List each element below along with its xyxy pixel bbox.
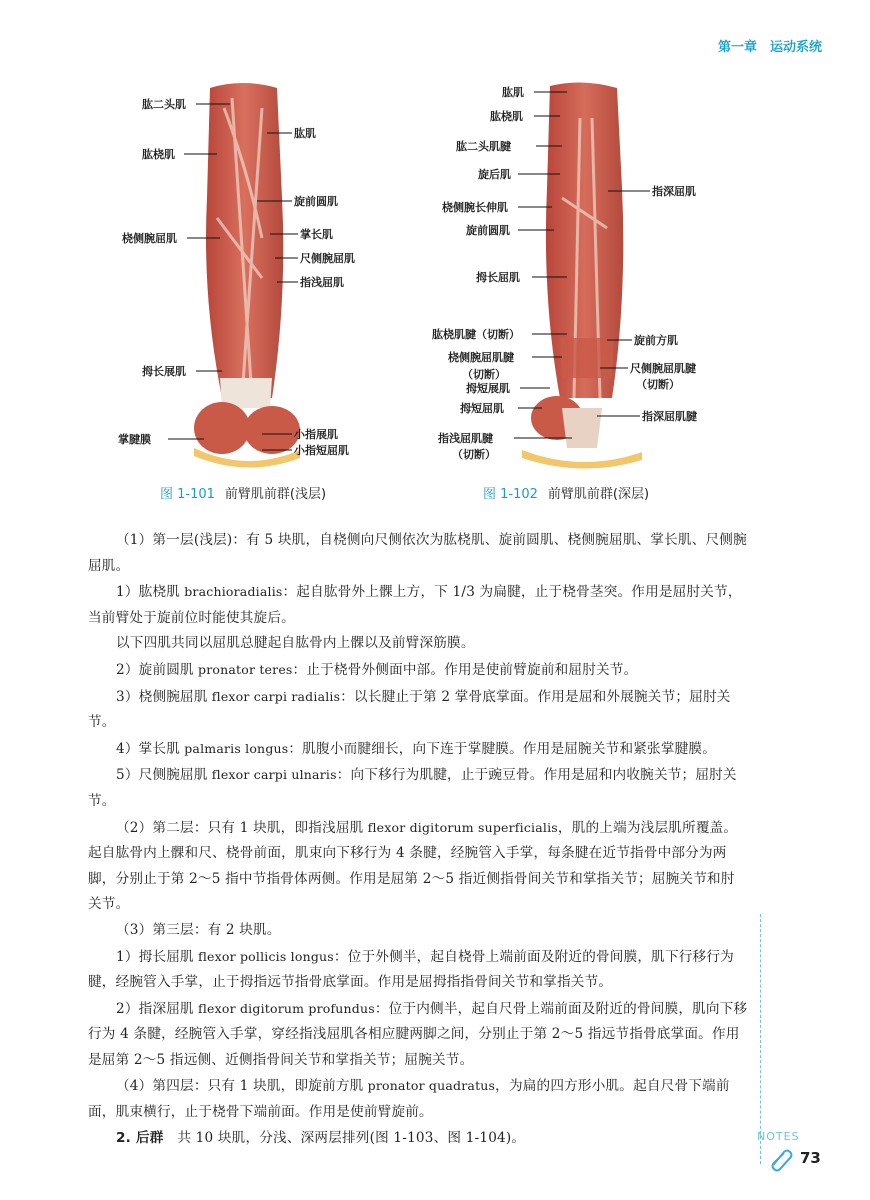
paragraph-3: 以下四肌共同以屈肌总腱起自肱骨内上髁以及前臂深筋膜。 bbox=[116, 635, 475, 652]
fig2-label-13: 尺侧腕屈肌腱 bbox=[630, 362, 696, 375]
fig1-label-9: 拇长展肌 bbox=[142, 365, 186, 378]
fig2-title: 前臂肌前群(深层) bbox=[547, 487, 650, 502]
notes-label: NOTES bbox=[757, 1130, 800, 1143]
fig2-label-18: 指浅屈肌腱 bbox=[438, 432, 493, 445]
paragraph-4: 2）旋前圆肌 pronator teres：止于桡骨外侧面中部。作用是使前臂旋前和屈肘关节。 bbox=[116, 661, 638, 678]
paragraph-13: 2. 后群 共 10 块肌，分浅、深两层排列(图 1-103、图 1-104)。 bbox=[116, 1129, 526, 1146]
fig2-number: 图 1-102 bbox=[483, 487, 538, 502]
fig2-label-5: 指深屈肌 bbox=[652, 185, 696, 198]
paragraph-5: 3）桡侧腕屈肌 flexor carpi radialis：以长腱止于第 2 掌骨底掌面。作用是屈和外展腕关节；屈肘关节。 bbox=[88, 688, 731, 731]
term-fdp: 指深屈肌 bbox=[138, 1000, 194, 1017]
figure-1-101-caption bbox=[160, 483, 326, 502]
fig1-label-5: 桡侧腕屈肌 bbox=[122, 232, 177, 245]
fig1-label-11: 小指展肌 bbox=[294, 428, 338, 441]
paragraph-8: （2）第二层：只有 1 块肌，即指浅屈肌 flexor digitorum superficialis，肌的上端为浅层肌所覆盖。起自肱骨内上髁和尺、桡骨前面，肌束向下移行为 4 条腱，经腕管入手掌，每条腱在近节指骨中部分为两脚，分别止于第 2～5 指中节指骨体两侧。作用是屈第 2～5 指近侧指骨间关节和掌指关节；屈腕关节和肘关节。 bbox=[88, 819, 738, 913]
fig1-label-10: 掌腱膜 bbox=[118, 433, 151, 446]
fig1-label-6: 掌长肌 bbox=[300, 228, 333, 241]
paragraph-6: 4）掌长肌 palmaris longus：肌腹小而腱细长，向下连于掌腱膜。作用是屈腕关节和紧张掌腱膜。 bbox=[116, 740, 716, 757]
fig1-number: 图 1-101 bbox=[160, 487, 215, 502]
fig1-title: 前臂肌前群(浅层) bbox=[224, 487, 327, 502]
paragraph-1: （1）第一层(浅层)：有 5 块肌，自桡侧向尺侧依次为肱桡肌、旋前圆肌、桡侧腕屈肌、掌长肌、尺侧腕屈肌。 bbox=[88, 532, 747, 574]
fig2-label-19: （切断） bbox=[452, 448, 496, 461]
section-heading-posterior: 2. 后群 bbox=[116, 1129, 164, 1146]
forearm-superficial-illustration bbox=[112, 78, 377, 473]
fig2-label-4: 旋后肌 bbox=[478, 168, 511, 181]
paragraph-11: 2）指深屈肌 flexor digitorum profundus：位于内侧半，起自尺骨上端前面及附近的骨间膜，肌向下移行为 4 条腱，经腕管入手掌，穿经指浅屈肌各相应腱两脚之间，分别止于第 2～5 指远节指骨底掌面。作用是屈第 2～5 指远侧、近侧指骨间关节和掌指关节；屈腕关节。 bbox=[88, 1000, 748, 1068]
fig1-label-7: 尺侧腕屈肌 bbox=[300, 252, 355, 265]
paperclip-icon bbox=[768, 1146, 794, 1172]
fig2-label-11: 桡侧腕屈肌腱 bbox=[448, 351, 514, 364]
fig2-label-16: 拇短屈肌 bbox=[460, 402, 504, 415]
fig2-label-8: 拇长屈肌 bbox=[476, 271, 520, 284]
fig2-label-7: 旋前圆肌 bbox=[466, 224, 510, 237]
forearm-deep-illustration bbox=[432, 78, 722, 473]
paragraph-9: （3）第三层：有 2 块肌。 bbox=[116, 921, 281, 938]
term-fds: 指浅屈肌 bbox=[308, 819, 364, 836]
fig1-label-4: 旋前圆肌 bbox=[294, 195, 338, 208]
term-flexor-carpi-ulnaris: 尺侧腕屈肌 bbox=[138, 767, 208, 784]
fig2-label-17: 指深屈肌腱 bbox=[642, 410, 697, 423]
term-palmaris-longus: 掌长肌 bbox=[138, 740, 181, 757]
body-text bbox=[88, 528, 748, 1151]
fig1-label-3: 肱桡肌 bbox=[142, 148, 175, 161]
fig1-label-1: 肱二头肌 bbox=[142, 98, 186, 111]
figure-1-101 bbox=[112, 78, 377, 473]
term-fpl: 拇长屈肌 bbox=[138, 948, 194, 965]
fig2-label-15: 拇短展肌 bbox=[466, 382, 510, 395]
term-pronator-quadratus: 旋前方肌 bbox=[308, 1078, 364, 1095]
paragraph-2: 1）肱桡肌 brachioradialis：起自肱骨外上髁上方，下 1/3 为扁腱，止于桡骨茎突。作用是屈肘关节，当前臂处于旋前位时能使其旋后。 bbox=[88, 584, 742, 626]
fig2-label-6: 桡侧腕长伸肌 bbox=[442, 201, 508, 214]
fig2-label-9: 肱桡肌腱（切断） bbox=[432, 328, 520, 341]
term-flexor-carpi-radialis: 桡侧腕屈肌 bbox=[138, 688, 208, 705]
term-brachioradialis: 肱桡肌 bbox=[138, 584, 181, 601]
paragraph-10: 1）拇长屈肌 flexor pollicis longus：位于外侧半，起自桡骨上端前面及附近的骨间膜，肌下行移行为腱，经腕管入手掌，止于拇指远节指骨底掌面。作用是屈拇指指骨间关节和掌指关节。 bbox=[88, 948, 734, 991]
fig1-label-8: 指浅屈肌 bbox=[300, 276, 344, 289]
paragraph-12: （4）第四层：只有 1 块肌，即旋前方肌 pronator quadratus，为扁的四方形小肌。起自尺骨下端前面，肌束横行，止于桡骨下端前面。作用是使前臂旋前。 bbox=[88, 1078, 730, 1121]
fig2-label-2: 肱桡肌 bbox=[490, 110, 523, 123]
fig2-label-1: 肱肌 bbox=[502, 86, 524, 99]
page-number: 73 bbox=[800, 1149, 821, 1167]
chapter-header: 第一章 运动系统 bbox=[717, 40, 822, 55]
fig2-label-3: 肱二头肌腱 bbox=[456, 140, 511, 153]
fig2-label-12: （切断） bbox=[462, 368, 506, 381]
figure-1-102 bbox=[432, 78, 722, 473]
fig1-label-12: 小指短屈肌 bbox=[294, 444, 349, 457]
fig2-label-14: （切断） bbox=[636, 378, 680, 391]
fig1-label-2: 肱肌 bbox=[294, 127, 316, 140]
notes-margin-line bbox=[760, 914, 761, 1164]
paragraph-7: 5）尺侧腕屈肌 flexor carpi ulnaris：向下移行为肌腱，止于豌豆骨。作用是屈和内收腕关节；屈肘关节。 bbox=[88, 767, 737, 809]
term-pronator-teres: 旋前圆肌 bbox=[138, 661, 194, 678]
figure-1-102-caption bbox=[483, 483, 649, 502]
fig2-label-10: 旋前方肌 bbox=[634, 334, 678, 347]
